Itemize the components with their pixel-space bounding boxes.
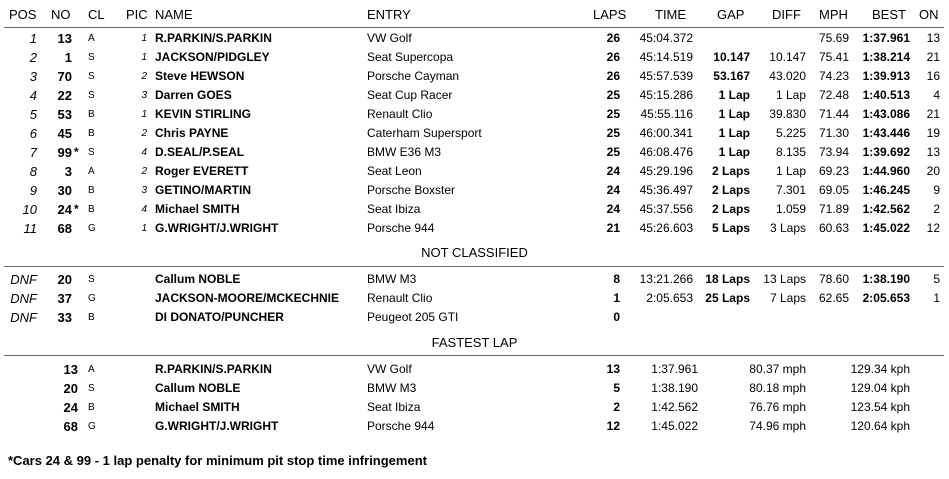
col-header-on: ON	[919, 7, 939, 22]
fastest-lap-number: 2	[613, 400, 620, 414]
position-in-class: 1	[141, 109, 147, 120]
car-number: 20	[63, 381, 78, 396]
fastest-lap-mph: 80.18 mph	[749, 381, 806, 395]
best-on-lap: 9	[933, 183, 940, 197]
driver-name: Michael SMITH	[155, 202, 240, 216]
diff: 5.225	[775, 126, 806, 140]
position-in-class: 2	[141, 166, 147, 177]
result-row	[0, 86, 949, 105]
best-lap: 1:43.086	[862, 107, 910, 121]
position: 11	[23, 221, 37, 236]
position-in-class: 4	[141, 204, 147, 215]
entry-car: Renault Clio	[367, 291, 433, 305]
col-header-mph: MPH	[819, 7, 848, 22]
position: 3	[29, 69, 37, 84]
laps: 0	[613, 310, 620, 324]
best-on-lap: 19	[926, 126, 940, 140]
fastest-lap-row	[0, 398, 949, 417]
result-row	[0, 105, 949, 124]
gap: 53.167	[713, 69, 750, 83]
result-row	[0, 181, 949, 200]
entry-car: BMW E36 M3	[367, 145, 442, 159]
car-number: 68	[57, 221, 72, 236]
col-header-name: NAME	[155, 7, 193, 22]
header-divider	[4, 27, 944, 28]
class: S	[88, 90, 95, 101]
fastest-lap-mph: 76.76 mph	[749, 400, 806, 414]
result-row	[0, 200, 949, 219]
result-row	[0, 124, 949, 143]
driver-name: Chris PAYNE	[155, 126, 229, 140]
not-classified-row	[0, 308, 949, 327]
car-number: 70	[57, 69, 72, 84]
best-on-lap: 1	[933, 291, 940, 305]
diff: 1.059	[775, 202, 806, 216]
driver-name: Roger EVERETT	[155, 164, 249, 178]
laps: 25	[606, 126, 620, 140]
best-lap: 2:05.653	[862, 291, 910, 305]
fastest-lap-number: 5	[613, 381, 620, 395]
entry-car: BMW M3	[367, 381, 417, 395]
best-lap: 1:46.245	[862, 183, 910, 197]
result-row	[0, 219, 949, 238]
car-number: 24	[57, 202, 72, 217]
diff: 7 Laps	[769, 291, 806, 305]
class: A	[88, 166, 95, 177]
gap: 5 Laps	[711, 221, 750, 235]
driver-name: Michael SMITH	[155, 400, 240, 414]
fastest-lap-mph: 80.37 mph	[749, 362, 806, 376]
best-on-lap: 2	[933, 202, 940, 216]
driver-name: D.SEAL/P.SEAL	[155, 145, 245, 159]
car-number: 3	[64, 164, 72, 179]
laps: 1	[613, 291, 620, 305]
result-row	[0, 29, 949, 48]
fastest-lap-row	[0, 379, 949, 398]
diff: 1 Lap	[775, 88, 806, 102]
entry-car: Porsche 944	[367, 221, 435, 235]
laps: 8	[613, 272, 620, 286]
fastest-lap-title: FASTEST LAP	[431, 335, 518, 350]
laps: 25	[606, 145, 620, 159]
not-classified-row	[0, 289, 949, 308]
best-lap: 1:37.961	[862, 31, 910, 45]
best-on-lap: 20	[926, 164, 940, 178]
position-in-class: 2	[141, 128, 147, 139]
entry-car: BMW M3	[367, 272, 417, 286]
diff: 7.301	[775, 183, 806, 197]
class: B	[88, 185, 95, 196]
diff: 39.830	[769, 107, 806, 121]
total-time: 46:00.341	[639, 126, 693, 140]
best-lap: 1:39.692	[862, 145, 910, 159]
not-classified-divider	[4, 266, 944, 267]
car-number: 22	[57, 88, 72, 103]
penalty-footnote: *Cars 24 & 99 - 1 lap penalty for minimum pit stop time infringement	[8, 453, 427, 468]
position: 8	[29, 164, 37, 179]
total-time: 45:14.519	[639, 50, 693, 64]
laps: 21	[606, 221, 620, 235]
position-in-class: 1	[141, 52, 147, 63]
not-classified-title: NOT CLASSIFIED	[421, 245, 528, 260]
total-time: 45:29.196	[639, 164, 693, 178]
class: G	[88, 421, 96, 432]
car-number: 13	[57, 31, 72, 46]
best-lap: 1:43.446	[862, 126, 910, 140]
driver-name: JACKSON/PIDGLEY	[155, 50, 270, 64]
class: A	[88, 33, 95, 44]
best-lap: 1:38.214	[862, 50, 910, 64]
penalty-marker: *	[74, 202, 79, 216]
class: S	[88, 383, 95, 394]
mph: 74.23	[818, 69, 849, 83]
class: B	[88, 204, 95, 215]
total-time: 2:05.653	[646, 291, 693, 305]
gap: 1 Lap	[718, 145, 750, 159]
car-number: 37	[57, 291, 72, 306]
position: 10	[22, 202, 37, 217]
total-time: 45:57.539	[639, 69, 693, 83]
best-on-lap: 5	[933, 272, 940, 286]
class: S	[88, 147, 95, 158]
driver-name: KEVIN STIRLING	[155, 107, 252, 121]
fastest-lap-kph: 120.64 kph	[850, 419, 910, 433]
position: 5	[29, 107, 37, 122]
driver-name: GETINO/MARTIN	[155, 183, 251, 197]
total-time: 46:08.476	[639, 145, 693, 159]
car-number: 68	[63, 419, 78, 434]
fastest-lap-kph: 123.54 kph	[850, 400, 910, 414]
diff: 13 Laps	[763, 272, 806, 286]
laps: 25	[606, 88, 620, 102]
position-in-class: 3	[141, 185, 147, 196]
entry-car: Porsche Cayman	[367, 69, 460, 83]
driver-name: JACKSON-MOORE/MCKECHNIE	[155, 291, 340, 305]
gap: 1 Lap	[718, 88, 750, 102]
gap: 1 Lap	[718, 126, 750, 140]
diff: 10.147	[769, 50, 806, 64]
col-header-cl: CL	[88, 7, 105, 22]
gap: 1 Lap	[718, 107, 750, 121]
mph: 72.48	[818, 88, 849, 102]
mph: 75.41	[818, 50, 849, 64]
best-on-lap: 21	[926, 50, 940, 64]
total-time: 45:55.116	[640, 107, 693, 121]
position: DNF	[10, 272, 37, 287]
fastest-lap-time: 1:45.022	[651, 419, 698, 433]
best-on-lap: 21	[926, 107, 940, 121]
class: B	[88, 312, 95, 323]
entry-car: Peugeot 205 GTI	[367, 310, 459, 324]
car-number: 99	[57, 145, 72, 160]
class: B	[88, 128, 95, 139]
class: B	[88, 109, 95, 120]
gap: 2 Laps	[711, 202, 750, 216]
position: 9	[29, 183, 37, 198]
mph: 62.65	[818, 291, 849, 305]
class: A	[88, 364, 95, 375]
car-number: 20	[57, 272, 72, 287]
entry-car: Seat Supercopa	[367, 50, 454, 64]
class: G	[88, 293, 96, 304]
best-lap: 1:42.562	[862, 202, 910, 216]
penalty-marker: *	[74, 145, 79, 159]
driver-name: DI DONATO/PUNCHER	[155, 310, 284, 324]
best-on-lap: 13	[926, 145, 940, 159]
entry-car: VW Golf	[367, 31, 412, 45]
diff: 3 Laps	[769, 221, 806, 235]
position-in-class: 2	[141, 71, 147, 82]
best-on-lap: 12	[926, 221, 940, 235]
position: DNF	[10, 310, 37, 325]
driver-name: R.PARKIN/S.PARKIN	[155, 362, 272, 376]
laps: 24	[606, 164, 620, 178]
gap: 10.147	[713, 50, 750, 64]
driver-name: G.WRIGHT/J.WRIGHT	[155, 221, 279, 235]
car-number: 45	[57, 126, 72, 141]
best-lap: 1:39.913	[862, 69, 910, 83]
class: S	[88, 52, 95, 63]
position-in-class: 1	[141, 33, 147, 44]
mph: 69.05	[818, 183, 849, 197]
best-on-lap: 16	[926, 69, 940, 83]
col-header-best: BEST	[872, 7, 906, 22]
driver-name: R.PARKIN/S.PARKIN	[155, 31, 272, 45]
laps: 25	[606, 107, 620, 121]
mph: 71.44	[818, 107, 849, 121]
col-header-pic: PIC	[126, 7, 148, 22]
entry-car: Porsche Boxster	[367, 183, 456, 197]
class: S	[88, 274, 95, 285]
mph: 73.94	[818, 145, 849, 159]
col-header-laps: LAPS	[593, 7, 627, 22]
fastest-lap-time: 1:38.190	[651, 381, 698, 395]
entry-car: VW Golf	[367, 362, 412, 376]
total-time: 45:37.556	[639, 202, 693, 216]
total-time: 13:21.266	[639, 272, 693, 286]
position-in-class: 4	[141, 147, 147, 158]
fastest-lap-row	[0, 360, 949, 379]
total-time: 45:36.497	[639, 183, 693, 197]
col-header-diff: DIFF	[772, 7, 801, 22]
col-header-entry: ENTRY	[367, 7, 411, 22]
laps: 26	[606, 31, 620, 45]
entry-car: Caterham Supersport	[367, 126, 482, 140]
driver-name: Steve HEWSON	[155, 69, 245, 83]
mph: 71.30	[818, 126, 849, 140]
position: 7	[29, 145, 37, 160]
result-row	[0, 48, 949, 67]
entry-car: Porsche 944	[367, 419, 435, 433]
entry-car: Seat Leon	[367, 164, 422, 178]
car-number: 53	[57, 107, 72, 122]
col-header-gap: GAP	[717, 7, 745, 22]
mph: 75.69	[818, 31, 849, 45]
col-header-time: TIME	[655, 7, 687, 22]
position: 2	[29, 50, 37, 65]
best-lap: 1:45.022	[862, 221, 910, 235]
position-in-class: 1	[141, 223, 147, 234]
car-number: 13	[63, 362, 78, 377]
position: 4	[29, 88, 37, 103]
fastest-lap-number: 13	[606, 362, 620, 376]
col-header-no: NO	[51, 7, 71, 22]
entry-car: Seat Cup Racer	[367, 88, 453, 102]
laps: 24	[606, 183, 620, 197]
fastest-lap-kph: 129.34 kph	[850, 362, 910, 376]
fastest-lap-mph: 74.96 mph	[749, 419, 806, 433]
entry-car: Renault Clio	[367, 107, 433, 121]
best-lap: 1:40.513	[862, 88, 910, 102]
class: B	[88, 402, 95, 413]
col-header-pos: POS	[9, 7, 37, 22]
class: G	[88, 223, 96, 234]
fastest-lap-time: 1:37.961	[651, 362, 698, 376]
mph: 60.63	[818, 221, 849, 235]
diff: 8.135	[775, 145, 806, 159]
fastest-lap-divider	[4, 355, 944, 356]
diff: 1 Lap	[775, 164, 806, 178]
fastest-lap-number: 12	[606, 419, 620, 433]
car-number: 24	[63, 400, 78, 415]
laps: 24	[606, 202, 620, 216]
total-time: 45:04.372	[639, 31, 693, 45]
diff: 43.020	[769, 69, 806, 83]
driver-name: Callum NOBLE	[155, 272, 241, 286]
fastest-lap-kph: 129.04 kph	[850, 381, 910, 395]
best-lap: 1:44.960	[862, 164, 910, 178]
result-row	[0, 67, 949, 86]
gap: 2 Laps	[711, 164, 750, 178]
best-on-lap: 4	[933, 88, 940, 102]
car-number: 30	[57, 183, 72, 198]
total-time: 45:15.286	[639, 88, 693, 102]
fastest-lap-row	[0, 417, 949, 436]
entry-car: Seat Ibiza	[367, 400, 421, 414]
car-number: 33	[57, 310, 72, 325]
entry-car: Seat Ibiza	[367, 202, 421, 216]
mph: 78.60	[818, 272, 849, 286]
laps: 26	[606, 69, 620, 83]
result-row	[0, 143, 949, 162]
mph: 71.89	[818, 202, 849, 216]
total-time: 45:26.603	[639, 221, 693, 235]
gap: 25 Laps	[705, 291, 750, 305]
driver-name: Callum NOBLE	[155, 381, 241, 395]
result-row	[0, 162, 949, 181]
best-on-lap: 13	[926, 31, 940, 45]
position: DNF	[10, 291, 37, 306]
mph: 69.23	[818, 164, 849, 178]
best-lap: 1:38.190	[862, 272, 910, 286]
laps: 26	[606, 50, 620, 64]
driver-name: Darren GOES	[155, 88, 232, 102]
car-number: 1	[64, 50, 72, 65]
class: S	[88, 71, 95, 82]
position: 1	[29, 31, 37, 46]
driver-name: G.WRIGHT/J.WRIGHT	[155, 419, 279, 433]
position-in-class: 3	[141, 90, 147, 101]
gap: 2 Laps	[711, 183, 750, 197]
gap: 18 Laps	[705, 272, 750, 286]
not-classified-row	[0, 270, 949, 289]
position: 6	[29, 126, 37, 141]
fastest-lap-time: 1:42.562	[651, 400, 698, 414]
